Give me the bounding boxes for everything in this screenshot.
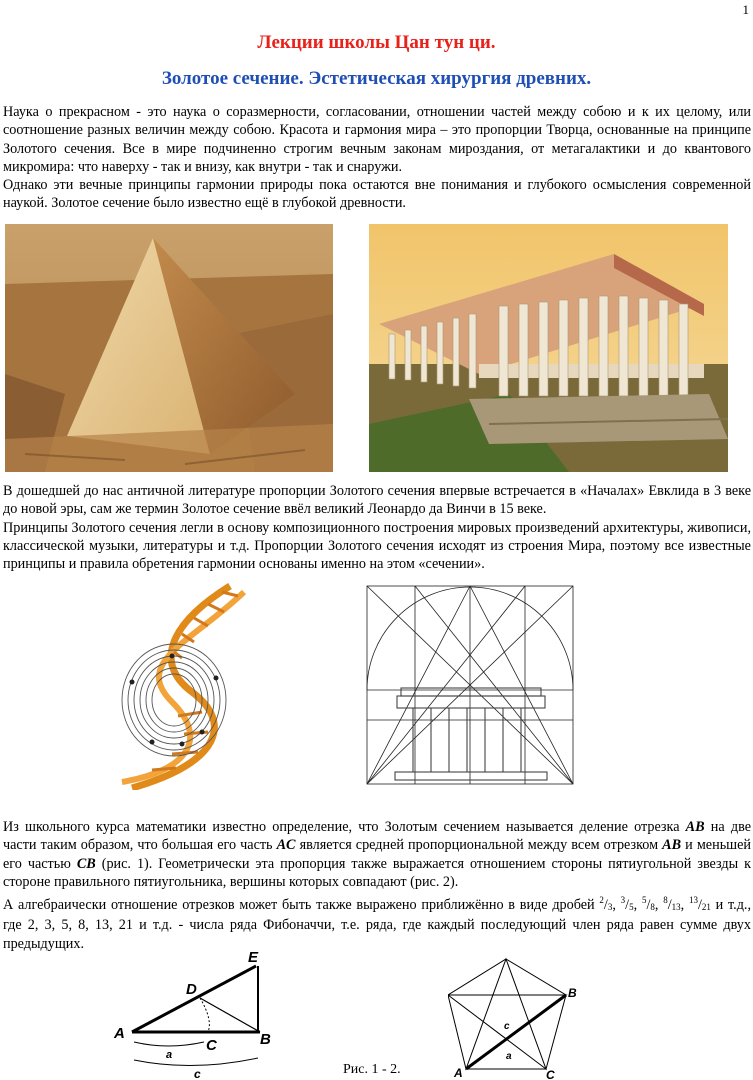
fig1-segment-a: a xyxy=(166,1049,173,1061)
math-paragraph-2: А алгебраически отношение отрезков может быть также выражено приближённо в виде дробей $^2/_3$, $^3/_5$, $^5/_8$, $^8/_{13}$, $^{13}/_{21}$ и т.д., где 2, 3, 5, 8, 13, 21 и т.д. - числа ряда Фибоначчи, т.е. ряда, где каждый последующий член ряда равен сумме двух предыдущих. xyxy=(3,895,752,952)
fraction: $^8/_{13}$ xyxy=(663,895,681,914)
fraction: $^2/_3$ xyxy=(599,895,613,914)
dna-music-illustration xyxy=(112,582,252,790)
fig1-label-e: E xyxy=(248,950,259,966)
fig2-label-b: B xyxy=(568,986,577,1000)
temple-photo xyxy=(369,224,728,472)
fig1-label-d: D xyxy=(186,981,197,998)
fig2-label-c: C xyxy=(546,1068,555,1080)
fig1-label-a: A xyxy=(114,1025,125,1042)
page-number: 1 xyxy=(742,2,749,17)
history-paragraph-2: Принципы Золотого сечения легли в основу композиционного построения мировых произведений архитектуры, живописи, классической музыки, литературы и т.д. Пропорции Золотого сечения исходят из строения Мира, поэтому все известные принципы и правила обретения гармонии основаны именно на этом «сечении». xyxy=(3,519,751,573)
pyramid-photo xyxy=(5,224,333,472)
fraction: $^{13}/_{21}$ xyxy=(688,895,711,914)
fig1-segment-c: c xyxy=(194,1067,201,1080)
intro-paragraph-2: Однако эти вечные принципы гармонии природы пока остаются вне понимания и глубокого осмысления современной наукой. Золотое сечение было известно ещё в глубокой древности. xyxy=(3,177,751,212)
figure-1-golden-section xyxy=(108,950,280,1080)
fraction: $^5/_8$ xyxy=(641,895,655,914)
math-text xyxy=(3,818,751,953)
segment-cb: CB xyxy=(76,855,96,872)
lecture-title: Лекции школы Цан тун ци. xyxy=(257,32,496,53)
history-paragraph-1: В дошедшей до нас античной литературе пропорции Золотого сечения впервые встречается в «Началах» Евклида в 3 веке до новой эры, сам же термин Золотое сечение ввёл великий Леонардо да Винчи в 15 веке. xyxy=(3,483,751,518)
fig2-label-a: A xyxy=(454,1066,463,1080)
fig2-segment-c: c xyxy=(504,1021,510,1032)
fig1-label-b: B xyxy=(260,1031,271,1048)
fraction: $^3/_5$ xyxy=(620,895,634,914)
math-paragraph-1: Из школьного курса математики известно определение, что Золотым сечением называется деление отрезка AB на две части таким образом, что большая его часть AC является средней пропорциональной между всем отрезком AB и меньшей его частью CB (рис. 1). Геометрически эта пропорция также выражается отношением стороны пятиугольной звезды к стороне правильного пятиугольника, вершины которых совпадают (рис. 2). xyxy=(3,819,751,890)
fig2-segment-a: a xyxy=(506,1051,512,1062)
segment-ab: AB xyxy=(685,819,705,835)
intro-text xyxy=(3,103,751,213)
figure-2-pentagram xyxy=(448,955,588,1080)
history-text xyxy=(3,482,751,573)
intro-paragraph-1: Наука о прекрасном - это наука о соразмерности, согласовании, отношении частей между собою и к их целому, или соотношение разных величин между собою. Красота и гармония мира – это пропорции Творца, основанные на принципе Золотого сечения. Все в мире подчиненно строгим вечным законам мироздания, от метагалактики и до квантового микромира: что наверху - так и внизу, как внутри - так и снаружи. xyxy=(3,104,751,175)
article-subtitle: Золотое сечение. Эстетическая хирургия древних. xyxy=(161,68,592,89)
figure-caption: Рис. 1 - 2. xyxy=(343,1062,401,1077)
parthenon-proportion-diagram xyxy=(355,580,583,792)
segment-ac: AC xyxy=(276,837,296,854)
fig1-label-c: C xyxy=(206,1037,217,1054)
segment-ab: AB xyxy=(662,837,682,854)
